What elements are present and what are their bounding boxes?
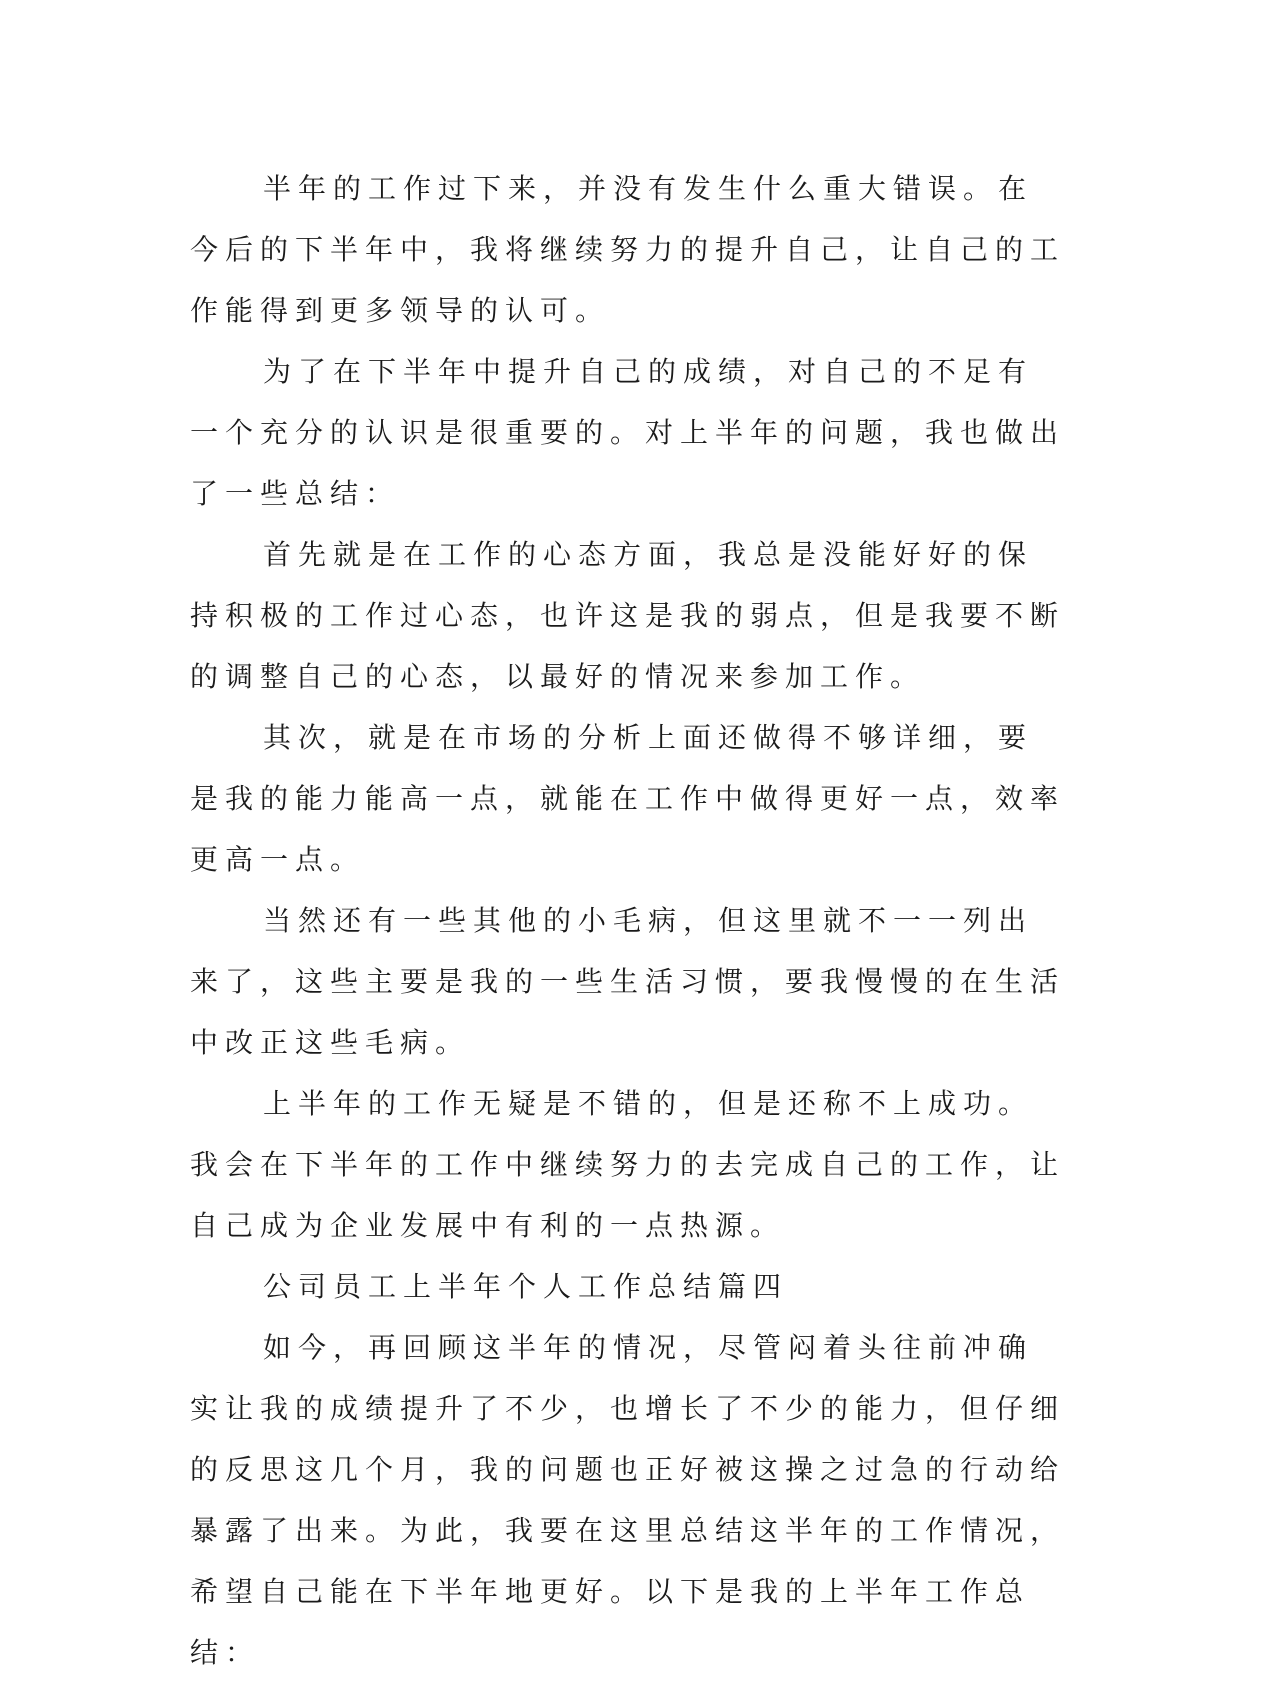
paragraph-6: 上半年的工作无疑是不错的，但是还称不上成功。我会在下半年的工作中继续努力的去完成自己的工作，让自己成为企业发展中有利的一点热源。 xyxy=(190,1087,1066,1242)
document-body xyxy=(190,158,1065,1683)
paragraph-2: 为了在下半年中提升自己的成绩，对自己的不足有一个充分的认识是很重要的。对上半年的问题，我也做出了一些总结： xyxy=(190,355,1066,510)
paragraph-3: 首先就是在工作的心态方面，我总是没能好好的保持积极的工作过心态，也许这是我的弱点，但是我要不断的调整自己的心态，以最好的情况来参加工作。 xyxy=(190,538,1066,693)
paragraph-5: 当然还有一些其他的小毛病，但这里就不一一列出来了，这些主要是我的一些生活习惯，要我慢慢的在生活中改正这些毛病。 xyxy=(190,904,1066,1059)
section-heading: 公司员工上半年个人工作总结篇四 xyxy=(263,1270,789,1303)
paragraph-1: 半年的工作过下来，并没有发生什么重大错误。在今后的下半年中，我将继续努力的提升自己，让自己的工作能得到更多领导的认可。 xyxy=(190,172,1066,327)
paragraph-7: 如今，再回顾这半年的情况，尽管闷着头往前冲确实让我的成绩提升了不少，也增长了不少的能力，但仔细的反思这几个月，我的问题也正好被这操之过急的行动给暴露了出来。为此，我要在这里总结这半年的工作情况，希望自己能在下半年地更好。以下是我的上半年工作总结： xyxy=(190,1331,1066,1669)
paragraph-4: 其次，就是在市场的分析上面还做得不够详细，要是我的能力能高一点，就能在工作中做得更好一点，效率更高一点。 xyxy=(190,721,1066,876)
